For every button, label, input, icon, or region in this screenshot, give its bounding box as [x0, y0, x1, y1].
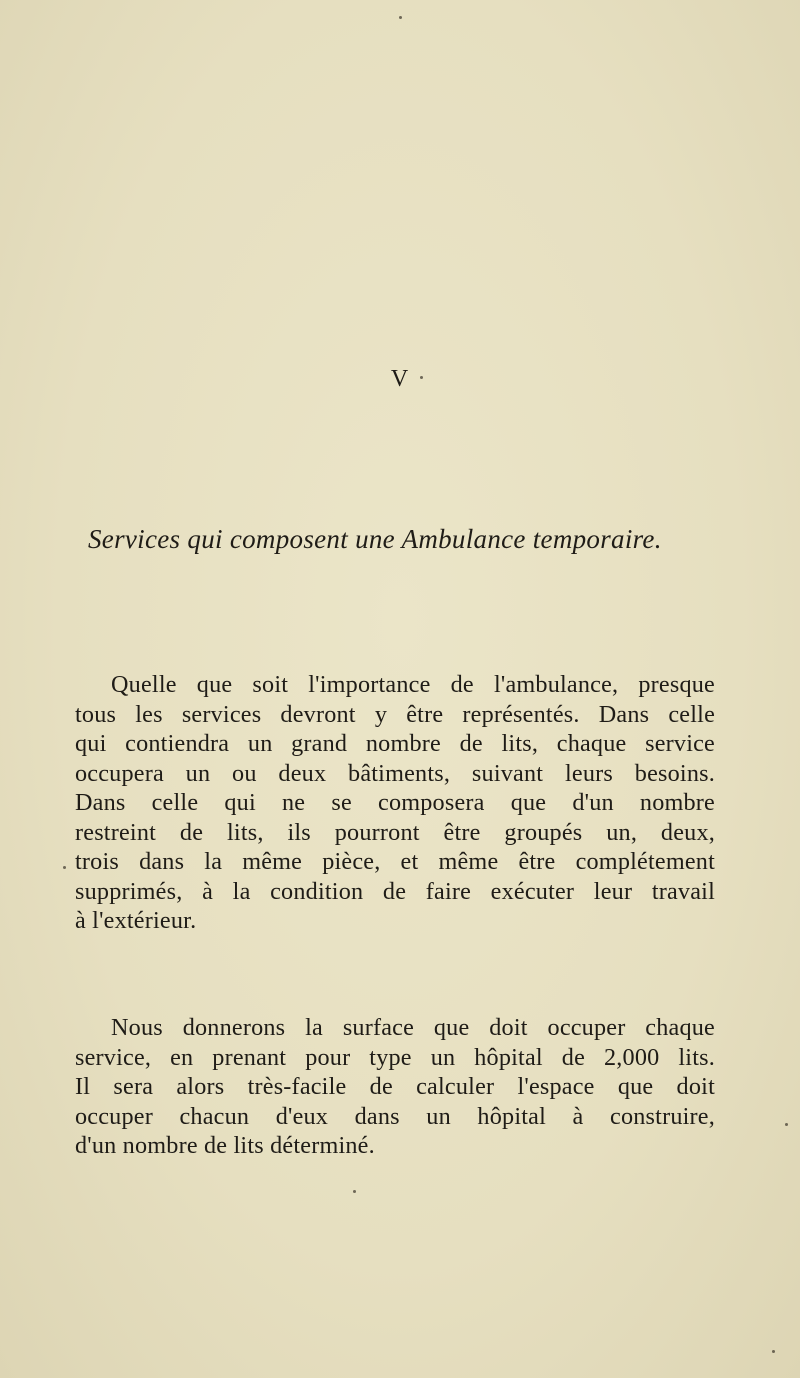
paragraph-1 [75, 670, 715, 936]
text-line: trois dans la même pièce, et même être complétement [75, 848, 715, 875]
chapter-number: V [390, 366, 410, 392]
text-line: qui contiendra un grand nombre de lits, chaque service [75, 730, 715, 757]
text-line: tous les services devront y être représentés. Dans celle [75, 700, 715, 728]
text-line: Il sera alors très-facile de calculer l'espace que doit [75, 1073, 715, 1100]
text-line: supprimés, à la condition de faire exécuter leur travail [75, 877, 715, 905]
paragraph-2 [75, 1013, 715, 1161]
chapter-title: Services qui composent une Ambulance temporaire. [88, 524, 662, 554]
paper-speck [420, 376, 423, 379]
text-line: Nous donnerons la surface que doit occuper chaque [111, 1014, 715, 1041]
text-line: Quelle que soit l'importance de l'ambulance, presque [111, 671, 715, 698]
text-line: Dans celle qui ne se composera que d'un nombre [75, 789, 715, 816]
text-line: occuper chacun d'eux dans un hôpital à construire, [75, 1102, 715, 1130]
paper-speck [63, 866, 66, 869]
text-line: service, en prenant pour type un hôpital de 2,000 lits. [75, 1043, 715, 1071]
paper-speck [785, 1123, 788, 1126]
text-line: restreint de lits, ils pourront être groupés un, deux, [75, 818, 715, 846]
text-line: à l'extérieur. [75, 907, 197, 934]
paper-speck [772, 1350, 775, 1353]
paper-speck [399, 16, 402, 19]
paper-speck [353, 1190, 356, 1193]
text-line: d'un nombre de lits déterminé. [75, 1132, 375, 1159]
text-line: occupera un ou deux bâtiments, suivant leurs besoins. [75, 759, 715, 787]
